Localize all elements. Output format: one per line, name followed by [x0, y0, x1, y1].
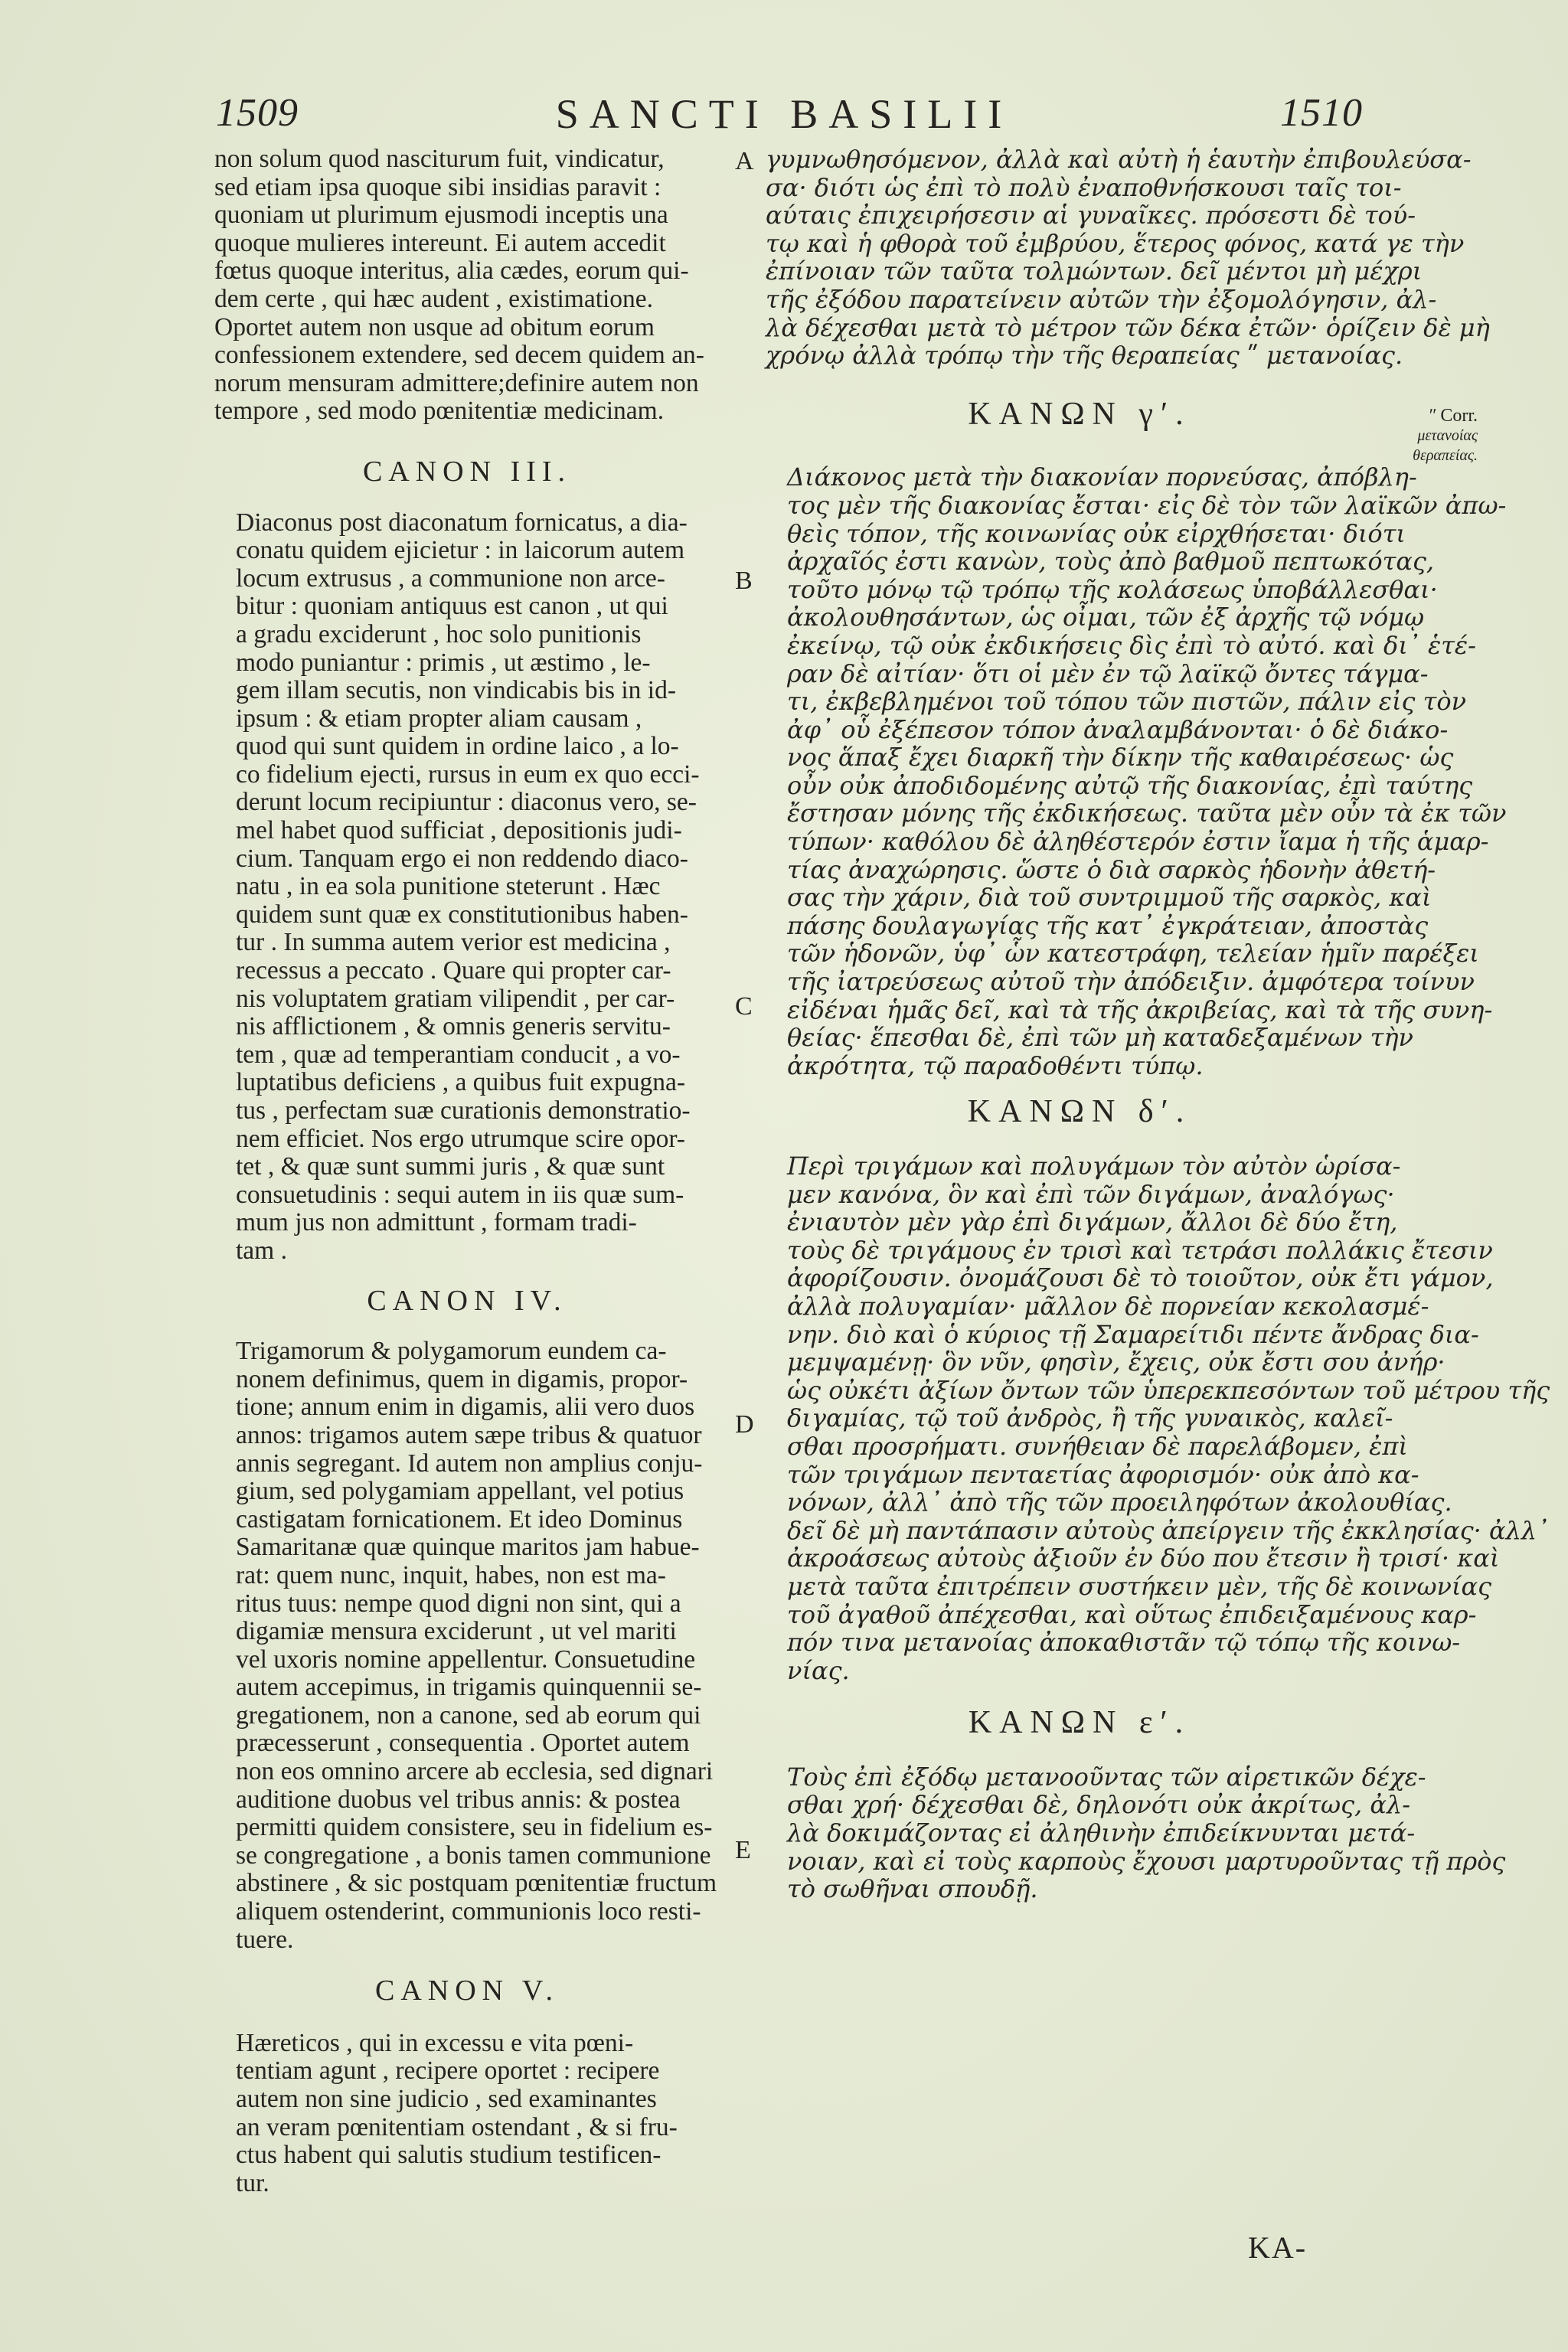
text-line: σθαι χρή· δέχεσθαι δὲ, δηλονότι οὐκ ἀκρίτως, ἀλ- — [787, 1790, 1411, 1820]
text-line: abstinere , & sic postquam pœnitentiæ fructum — [236, 1869, 717, 1898]
text-line: nis afflictionem , & omnis generis servitu- — [236, 1012, 671, 1041]
text-line: νίας. — [787, 1655, 850, 1685]
text-line: præcesserunt , consequentia . Oportet autem — [236, 1729, 690, 1758]
greek-canon-4-title: ΚΑΝΩΝ δʹ. — [967, 1094, 1192, 1130]
text-line: Περὶ τριγάμων καὶ πολυγάμων τὸν αὐτὸν ὡρίσα- — [787, 1152, 1401, 1181]
text-line: λὰ δοκιμάζοντας εἰ ἀληθινὴν ἐπιδείκνυνται μετά- — [787, 1818, 1416, 1848]
text-line: a gradu exciderunt , hoc solo punitionis — [236, 619, 642, 648]
text-line: ἐνιαυτὸν μὲν γὰρ ἐπὶ διγάμων, ἄλλοι δὲ δύο ἔτη, — [787, 1207, 1398, 1237]
text-line: τι, ἐκβεβλημένοι τοῦ τόπου τῶν πιστῶν, πάλιν εἰς τὸν — [787, 687, 1467, 717]
section-letter-d: D — [735, 1410, 754, 1439]
margin-note-ref: ʺ Corr. — [1429, 406, 1478, 426]
greek-canon-3-title: ΚΑΝΩΝ γʹ. — [968, 396, 1191, 432]
latin-canon-5-title: CANON V. — [375, 1975, 559, 2007]
greek-canon-3-text — [766, 462, 1507, 1080]
text-line: χρόνῳ ἀλλὰ τρόπῳ τὴν τῆς θεραπείας ʺ μετανοίας. — [766, 341, 1403, 371]
greek-canon-5-title: ΚΑΝΩΝ εʹ. — [968, 1705, 1191, 1741]
text-line: quod qui sunt quidem in ordine laico , a lo- — [236, 732, 679, 761]
text-line: tur. — [236, 2168, 270, 2197]
text-line: tet , & quæ sunt summi juris , & quæ sunt — [236, 1152, 665, 1181]
text-line: norum mensuram admittere;definire autem non — [214, 368, 699, 397]
latin-canon-4-title: CANON IV. — [367, 1284, 567, 1317]
text-line: ἀφ᾽ οὗ ἐξέπεσον τόπον ἀναλαμβάνονται· ὁ δὲ διάκο- — [787, 714, 1449, 744]
text-line: τῆς ἰατρεύσεως αὐτοῦ τὴν ἀπόδειξιν. ἀμφότερα τοίνυν — [787, 967, 1475, 997]
latin-canon-3-title: CANON III. — [362, 455, 572, 488]
text-line: νόνων, ἀλλ᾽ ἀπὸ τῆς τῶν προειληφότων ἀκολουθίας. — [787, 1488, 1452, 1517]
text-line: tus , perfectam suæ curationis demonstratio- — [236, 1096, 691, 1125]
text-line: dem certe , qui hæc audent , existimatione. — [214, 284, 654, 313]
text-line: τῆς ἐξόδου παρατείνειν αὐτῶν τὴν ἐξομολόγησιν, ἀλ- — [766, 284, 1437, 314]
text-line: quidem sunt quæ ex constitutionibus haben- — [236, 900, 688, 929]
latin-canon-4-text — [214, 1338, 720, 1954]
text-line: modo puniantur : primis , ut æstimo , le- — [236, 648, 651, 677]
text-line: aliquem ostenderint, communionis loco resti- — [236, 1897, 701, 1926]
text-line: annis segregant. Id autem non amplius conju- — [236, 1449, 703, 1478]
text-line: σας τὴν χάριν, διὰ τοῦ συντριμμοῦ τῆς σαρκὸς, καὶ — [787, 883, 1432, 913]
latin-column — [214, 145, 720, 2197]
text-line: quoniam ut plurimum ejusmodi inceptis una — [214, 201, 668, 230]
text-line: θεὶς τόπον, τῆς κοινωνίας οὐκ εἰρχθήσεται· διότι — [787, 518, 1406, 548]
text-line: non eos omnino arcere ab ecclesia, sed dignari — [236, 1757, 714, 1786]
text-line: Samaritanæ quæ quinque maritos jam habue- — [236, 1533, 700, 1562]
text-line: permitti quidem consistere, seu in fidelium es- — [236, 1813, 713, 1842]
text-line: μετὰ ταῦτα ἐπιτρέπειν συστήκειν μὲν, τῆς δὲ κοινωνίας — [787, 1571, 1492, 1601]
margin-note — [1378, 406, 1478, 466]
text-line: νος ἅπαξ ἔχει διαρκῆ τὴν δίκην τῆς καθαιρέσεως· ὡς — [787, 743, 1454, 773]
text-line: quoque mulieres intereunt. Ei autem accedit — [214, 228, 666, 257]
text-line: τοῦτο μόνῳ τῷ τρόπῳ τῆς κολάσεως ὑποβάλλεσθαι· — [787, 574, 1438, 604]
text-line: ἀκολουθησάντων, ὡς οἶμαι, τῶν ἐξ ἀρχῆς τῷ νόμῳ — [787, 603, 1425, 632]
margin-note-line-1: μετανοίας — [1417, 427, 1478, 444]
text-line: an veram pœnitentiam ostendant , & si fru- — [236, 2112, 678, 2141]
text-line: rat: quem nunc, inquit, habes, non est ma- — [236, 1560, 666, 1589]
text-line: nonem definimus, quem in digamis, propor- — [236, 1364, 688, 1393]
text-line: co fidelium ejecti, rursus in eum ex quo ecci- — [236, 760, 700, 789]
text-line: πάσης δουλαγωγίας τῆς κατ᾽ ἐγκράτειαν, ἀποστὰς — [787, 910, 1429, 940]
text-line: ὡς οὐκέτι ἀξίων ὄντων τῶν ὑπερεκπεσόντων τοῦ μέτρου τῆς — [787, 1375, 1550, 1405]
text-line: autem non sine judicio , sed examinantes — [236, 2085, 657, 2113]
greek-canon-5-text — [766, 1762, 1506, 1904]
text-line: ἔστησαν μόνης τῆς ἐκδικήσεως. ταῦτα μὲν οὖν τὰ ἐκ τῶν — [787, 799, 1507, 828]
text-line: εἰδέναι ἡμᾶς δεῖ, καὶ τὰ τῆς ἀκριβείας, καὶ τὰ τῆς συνη- — [787, 995, 1493, 1024]
text-line: mum jus non admittunt , formam tradi- — [236, 1208, 637, 1237]
text-line: τῶν τριγάμων πενταετίας ἀφορισμόν· οὐκ ἀπὸ κα- — [787, 1459, 1419, 1489]
text-line: ἐπίνοιαν τῶν ταῦτα τολμώντων. δεῖ μέντοι μὴ μέχρι — [766, 256, 1423, 286]
text-line: cium. Tanquam ergo ei non reddendo diaco- — [236, 844, 688, 873]
text-line: οὖν οὐκ ἀποδιδομένης αὐτῷ τῆς διακονίας, ἐπὶ ταύτης — [787, 770, 1473, 800]
text-line: γυμνωθησόμενον, ἀλλὰ καὶ αὐτὴ ἡ ἑαυτὴν ἐπιβουλεύσα- — [766, 145, 1472, 174]
text-line: tempore , sed modo pœnitentiæ medicinam. — [214, 397, 665, 426]
catchword: ΚΑ- — [1248, 2230, 1308, 2265]
text-line: τὸ σωθῆναι σπουδῇ. — [787, 1874, 1038, 1904]
text-line: νοιαν, καὶ εἰ τοὺς καρποὺς ἔχουσι μαρτυροῦντας τῇ πρὸς — [787, 1846, 1506, 1876]
text-line: non solum quod nasciturum fuit, vindicatur, — [214, 145, 665, 173]
text-line: castigatam fornicationem. Et ideo Dominus — [236, 1504, 683, 1534]
latin-canon-5-text — [214, 2030, 720, 2198]
text-line: tuere. — [236, 1925, 294, 1954]
text-line: Hæreticos , qui in excessu e vita pœni- — [236, 2028, 634, 2057]
text-line: αύταις ἐπιχειρήσεσιν αἱ γυναῖκες. πρόσεστι δὲ τού- — [766, 201, 1416, 230]
text-line: auditione duobus vel tribus annis: & postea — [236, 1785, 681, 1814]
text-line: ἀκροάσεως αὐτοὺς ἀξιοῦν ἐν δύο που ἔτεσιν ἢ τρισί· καὶ — [787, 1544, 1500, 1573]
text-line: nis voluptatem gratiam vilipendit , per car- — [236, 984, 675, 1013]
text-line: ἀκρότητα, τῷ παραδοθέντι τύπῳ. — [787, 1050, 1204, 1080]
text-line: fœtus quoque interitus, alia cædes, eorum qui- — [214, 256, 689, 286]
text-line: Trigamorum & polygamorum eundem ca- — [236, 1337, 667, 1366]
latin-canon-3-text — [214, 509, 720, 1266]
text-line: μεμψαμένῃ· ὃν νῦν, φησὶν, ἔχεις, οὐκ ἔστι σου ἀνήρ· — [787, 1348, 1446, 1377]
text-line: τῶν ἡδονῶν, ὑφ᾽ ὧν κατεστράφη, τελείαν ἡμῖν παρέξει — [787, 939, 1479, 969]
text-line: μεν κανόνα, ὃν καὶ ἐπὶ τῶν διγάμων, ἀναλόγως· — [787, 1179, 1395, 1209]
text-line: τύπων· καθόλου δὲ ἀληθέστερόν ἐστιν ἴαμα ἡ τῆς ἁμαρ- — [787, 827, 1489, 857]
text-line: tentiam agunt , recipere oportet : recipere — [236, 2056, 660, 2086]
text-line: τος μὲν τῆς διακονίας ἔσται· εἰς δὲ τὸν τῶν λαϊκῶν ἀπω- — [787, 490, 1507, 520]
text-line: gium, sed polygamiam appellant, vel potius — [236, 1477, 684, 1506]
text-line: recessus a peccato . Quare qui propter car- — [236, 956, 671, 985]
text-line: gem illam secutis, non vindicabis bis in id- — [236, 676, 677, 705]
text-line: Διάκονος μετὰ τὴν διακονίαν πορνεύσας, ἀπόβλη- — [787, 462, 1417, 492]
text-line: πόν τινα μετανοίας ἀποκαθιστᾶν τῷ τόπῳ τῆς κοινω- — [787, 1628, 1461, 1658]
text-line: Diaconus post diaconatum fornicatus, a dia- — [236, 508, 688, 537]
text-line: δεῖ δὲ μὴ παντάπασιν αὐτοὺς ἀπείργειν τῆς ἐκκλησίας· ἀλλ᾽ — [787, 1515, 1550, 1545]
text-line: locum extrusus , a communione non arce- — [236, 564, 665, 593]
greek-intro — [766, 145, 1490, 371]
latin-intro — [214, 145, 720, 426]
text-line: confessionem extendere, sed decem quidem an- — [214, 341, 704, 370]
text-line: τῳ καὶ ἡ φθορὰ τοῦ ἐμβρύου, ἕτερος φόνος, κατά γε τὴν — [766, 228, 1465, 258]
text-line: ritus tuus: nempe quod digni non sint, qui a — [236, 1589, 681, 1618]
greek-canon-4-text — [766, 1152, 1550, 1685]
text-line: derunt locum recipiuntur : diaconus vero, se- — [236, 788, 697, 817]
text-line: bitur : quoniam antiquus est canon , ut qui — [236, 592, 668, 621]
text-line: θείας· ἕπεσθαι δὲ, ἐπὶ τῶν μὴ καταδεξαμένων τὴν — [787, 1023, 1413, 1053]
text-line: mel habet quod sufficiat , depositionis judi- — [236, 816, 682, 845]
text-line: ἀλλὰ πολυγαμίαν· μᾶλλον δὲ πορνείαν κεκολασμέ- — [787, 1291, 1429, 1321]
text-line: annos: trigamos autem sæpe tribus & quatuor — [236, 1420, 702, 1449]
text-line: tam . — [236, 1236, 287, 1265]
folio-right: 1510 — [1280, 91, 1363, 135]
text-line: ἐκείνῳ, τῷ οὐκ ἐκδικήσεις δὶς ἐπὶ τὸ αὐτό. καὶ δι᾽ ἑτέ- — [787, 630, 1476, 660]
margin-note-line-2: θεραπείας. — [1413, 447, 1478, 464]
text-line: consuetudinis : sequi autem in iis quæ sum- — [236, 1180, 684, 1209]
section-letter-e: E — [735, 1836, 751, 1864]
text-line: autem accepimus, in trigamis quinquennii se- — [236, 1673, 702, 1702]
text-line: luptatibus deficiens , a quibus fuit expugna- — [236, 1068, 686, 1097]
text-line: gregationem, non a canone, sed ab eorum qui — [236, 1700, 701, 1730]
text-line: ipsum : & etiam propter aliam causam , — [236, 704, 642, 733]
section-letter-a: A — [735, 147, 754, 175]
text-line: tem , quæ ad temperantiam conducit , a vo- — [236, 1040, 681, 1069]
text-line: ραν δὲ αἰτίαν· ὅτι οἱ μὲν ἐν τῷ λαϊκῷ ὄντες τάγμα- — [787, 658, 1429, 688]
text-line: natu , in ea sola punitione steterunt . Hæc — [236, 872, 661, 901]
text-line: ἀρχαῖός ἐστι κανὼν, τοὺς ἀπὸ βαθμοῦ πεπτωκότας, — [787, 547, 1435, 577]
text-line: sed etiam ipsa quoque sibi insidias paravit : — [214, 172, 662, 201]
text-line: Τοὺς ἐπὶ ἐξόδῳ μετανοοῦντας τῶν αἱρετικῶν δέχε- — [787, 1762, 1426, 1792]
text-line: digamiæ mensura exciderunt , ut vel mariti — [236, 1617, 677, 1646]
text-line: διγαμίας, τῷ τοῦ ἀνδρὸς, ἢ τῆς γυναικὸς, καλεῖ- — [787, 1403, 1393, 1433]
text-line: conatu quidem ejicietur : in laicorum autem — [236, 536, 685, 565]
text-line: τοὺς δὲ τριγάμους ἐν τρισὶ καὶ τετράσι πολλάκις ἔτεσιν — [787, 1235, 1493, 1265]
running-head: SANCTI BASILII — [555, 91, 1013, 137]
text-line: tur . In summa autem verior est medicina , — [236, 928, 671, 957]
text-line: tione; annum enim in digamis, alii vero duos — [236, 1393, 695, 1422]
text-line: ctus habent qui salutis studium testificen- — [236, 2141, 662, 2170]
text-line: vel uxoris nomine appellentur. Consuetudine — [236, 1645, 696, 1674]
text-line: nem efficiet. Nos ergo utrumque scire opor- — [236, 1124, 685, 1153]
text-line: Oportet autem non usque ad obitum eorum — [214, 312, 655, 341]
text-line: νην. διὸ καὶ ὁ κύριος τῇ Σαμαρείτιδι πέντε ἄνδρας δια- — [787, 1319, 1479, 1349]
section-letter-c: C — [735, 992, 753, 1021]
section-letter-b: B — [735, 567, 753, 595]
text-line: τίας ἀναχώρησις. ὥστε ὁ διὰ σαρκὸς ἡδονὴν ἀθετή- — [787, 854, 1436, 884]
text-line: σθαι προσρήματι. συνήθειαν δὲ παρελάβομεν, ἐπὶ — [787, 1431, 1408, 1461]
text-line: τοῦ ἀγαθοῦ ἀπέχεσθαι, καὶ οὕτως ἐπιδειξαμένους καρ- — [787, 1599, 1477, 1629]
text-line: ἀφορίζουσιν. ὀνομάζουσι δὲ τὸ τοιοῦτον, οὐκ ἔτι γάμον, — [787, 1263, 1494, 1293]
text-line: se congregatione , a bonis tamen communione — [236, 1841, 711, 1870]
text-line: σα· διότι ὡς ἐπὶ τὸ πολὺ ἐναποθνήσκουσι ταῖς τοι- — [766, 172, 1402, 202]
text-line: λὰ δέχεσθαι μετὰ τὸ μέτρον τῶν δέκα ἐτῶν· ὁρίζειν δὲ μὴ — [766, 312, 1490, 342]
folio-left: 1509 — [216, 91, 299, 135]
